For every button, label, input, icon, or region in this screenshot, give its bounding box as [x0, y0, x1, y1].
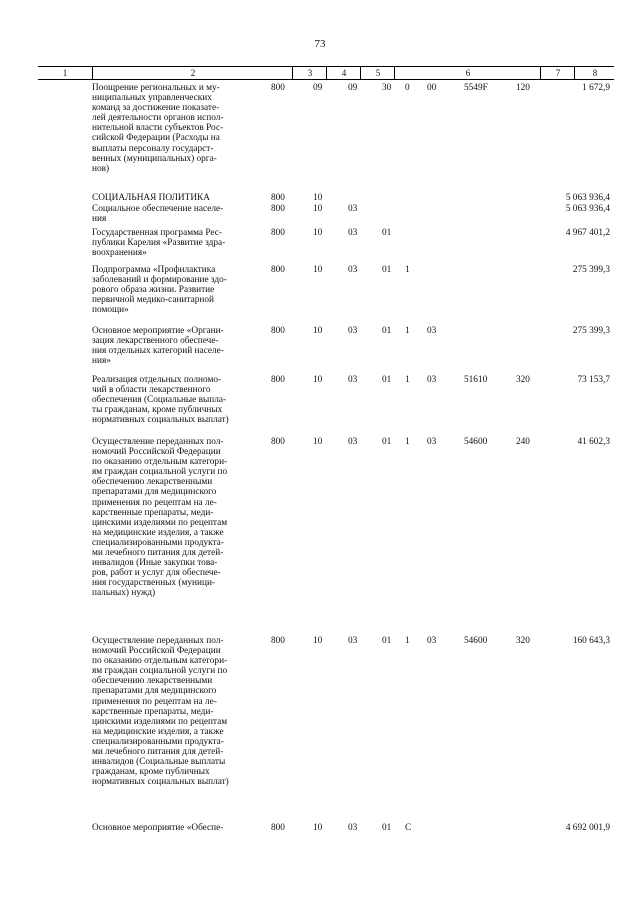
cell-col-6-a: 01	[382, 228, 392, 238]
header-col-3: 3	[292, 67, 327, 79]
cell-col-3: 800	[271, 265, 285, 275]
cell-col-3: 800	[271, 636, 285, 646]
cell-col-6-c: 03	[427, 326, 437, 336]
cell-col-3: 800	[271, 437, 285, 447]
cell-col-6-d: 54600	[464, 636, 488, 646]
cell-col-4: 10	[313, 823, 323, 833]
cell-col-5: 03	[348, 326, 358, 336]
cell-col-8-amount: 160 643,3	[572, 636, 610, 646]
header-col-8: 8	[574, 67, 615, 79]
row-description: Подпрограмма «Профилактика заболеваний и формирование здо- рового образа жизни. Развитие первичной медико-санитарной помощи»	[92, 265, 227, 316]
cell-col-8-amount: 5 063 936,4	[565, 204, 610, 214]
cell-col-5: 03	[348, 636, 358, 646]
cell-col-8-amount: 4 692 001,9	[565, 823, 610, 833]
cell-col-4: 10	[313, 636, 323, 646]
cell-col-4: 10	[313, 326, 323, 336]
cell-col-5: 03	[348, 265, 358, 275]
header-col-2: 2	[92, 67, 293, 79]
cell-col-5: 03	[348, 228, 358, 238]
cell-col-5: 03	[348, 823, 358, 833]
cell-col-6-b: 1	[405, 636, 410, 646]
row-description: Государственная программа Рес- публики Карелия «Развитие здра- воохранения»	[92, 228, 226, 259]
cell-col-8-amount: 73 153,7	[577, 375, 610, 385]
cell-col-5: 03	[348, 375, 358, 385]
cell-col-7: 320	[516, 636, 530, 646]
row-description: Осуществление переданных пол- номочий Российской Федерации по оказанию отдельным категори- ям граждан социальной услуги по обеспечению лекарственными препаратами для медицинского применения по рецептам на ле- карственные препараты, меди- цинскими изделиями по рецептам на медицинские изделия, а также специализированными продукта- ми лечебного питания для детей- инвалидов (Социальные выплаты гражданам, кроме публичных нормативных социальных выплат)	[92, 636, 229, 788]
cell-col-6-a: 01	[382, 823, 392, 833]
cell-col-3: 800	[271, 193, 285, 203]
header-col-6: 6	[394, 67, 541, 79]
header-col-1: 1	[62, 68, 68, 78]
cell-col-6-b: 1	[405, 375, 410, 385]
row-description: Основное мероприятие «Органи- зация лекарственного обеспече- ния отдельных категорий населе- ния»	[92, 326, 224, 367]
cell-col-6-a: 01	[382, 265, 392, 275]
cell-col-4: 10	[313, 437, 323, 447]
cell-col-5: 09	[348, 83, 358, 93]
table-header	[38, 66, 614, 80]
cell-col-6-c: 03	[427, 375, 437, 385]
cell-col-8-amount: 1 672,9	[582, 83, 610, 93]
cell-col-3: 800	[271, 228, 285, 238]
cell-col-8-amount: 4 967 401,2	[565, 228, 610, 238]
cell-col-8-amount: 5 063 936,4	[565, 193, 610, 203]
cell-col-6-a: 01	[382, 326, 392, 336]
cell-col-4: 10	[313, 193, 323, 203]
cell-col-8-amount: 275 399,3	[572, 265, 610, 275]
cell-col-6-b: 0	[405, 83, 410, 93]
cell-col-6-b: 1	[405, 437, 410, 447]
row-description: Поощрение региональных и му- ниципальных управленческих команд за достижение показате- лей деятельности органов испол- нительной власти субъектов Рос- сийской Федерации (Расходы на выплаты персоналу государст- венных (муниципальных) орга- нов)	[92, 83, 224, 174]
cell-col-7: 120	[516, 83, 530, 93]
cell-col-5: 03	[348, 204, 358, 214]
cell-col-7: 240	[516, 437, 530, 447]
cell-col-6-b: 1	[405, 326, 410, 336]
cell-col-4: 10	[313, 375, 323, 385]
cell-col-4: 10	[313, 228, 323, 238]
cell-col-3: 800	[271, 204, 285, 214]
cell-col-6-d: 51610	[464, 375, 488, 385]
row-description: Осуществление переданных пол- номочий Российской Федерации по оказанию отдельным категори- ям граждан социальной услуги по обеспечению лекарственными препаратами для медицинского применения по рецептам на ле- карственные препараты, меди- цинскими изделиями по рецептам на медицинские изделия, а также специализированными продукта- ми лечебного питания для детей- инвалидов (Иные закупки това- ров, работ и услуг для обеспече- ния государственных (муници- пальных) нужд)	[92, 437, 228, 599]
cell-col-6-b: 1	[405, 265, 410, 275]
row-description: СОЦИАЛЬНАЯ ПОЛИТИКА	[92, 193, 210, 203]
header-col-5: 5	[360, 67, 395, 79]
row-description: Реализация отдельных полномо- чий в области лекарственного обеспечения (Социальные выпла- ты гражданам, кроме публичных нормативных социальных выплат)	[92, 375, 229, 426]
header-col-7: 7	[540, 67, 575, 79]
header-col-4: 4	[326, 67, 361, 79]
cell-col-3: 800	[271, 326, 285, 336]
cell-col-3: 800	[271, 83, 285, 93]
cell-col-6-a: 01	[382, 375, 392, 385]
cell-col-4: 10	[313, 265, 323, 275]
cell-col-8-amount: 275 399,3	[572, 326, 610, 336]
cell-col-3: 800	[271, 823, 285, 833]
cell-col-6-a: 01	[382, 437, 392, 447]
cell-col-6-d: 5549F	[464, 83, 488, 93]
cell-col-5: 03	[348, 437, 358, 447]
cell-col-6-b: С	[405, 823, 412, 833]
cell-col-3: 800	[271, 375, 285, 385]
cell-col-6-c: 03	[427, 437, 437, 447]
cell-col-4: 10	[313, 204, 323, 214]
cell-col-6-c: 03	[427, 636, 437, 646]
cell-col-6-c: 00	[427, 83, 437, 93]
cell-col-6-d: 54600	[464, 437, 488, 447]
cell-col-7: 320	[516, 375, 530, 385]
cell-col-6-a: 30	[382, 83, 392, 93]
cell-col-4: 09	[313, 83, 323, 93]
page-number: 73	[314, 38, 326, 50]
cell-col-6-a: 01	[382, 636, 392, 646]
row-description: Социальное обеспечение населе- ния	[92, 204, 224, 225]
cell-col-8-amount: 41 602,3	[577, 437, 610, 447]
row-description: Основное мероприятие «Обеспе-	[92, 823, 224, 833]
